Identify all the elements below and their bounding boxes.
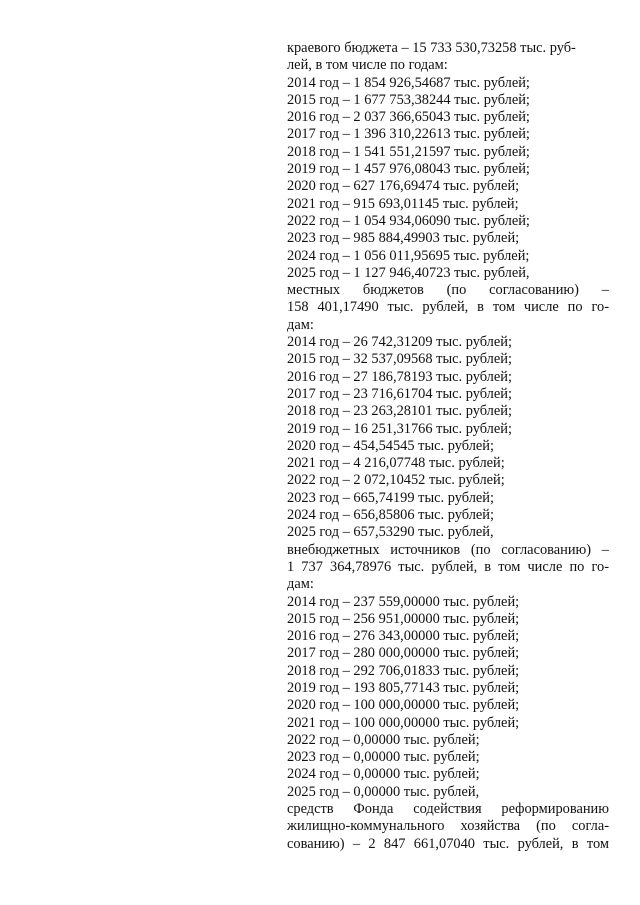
extrabudgetary-year-2021: 2021 год – 100 000,00000 тыс. рублей; xyxy=(287,714,520,731)
local-budgets-year-2025: 2025 год – 657,53290 тыс. рублей, xyxy=(287,524,494,541)
extrabudgetary-year-2024: 2024 год – 0,00000 тыс. рублей; xyxy=(287,766,480,783)
extrabudgetary-heading-line-3: дам: xyxy=(287,576,314,593)
local-budgets-year-2021: 2021 год – 4 216,07748 тыс. рублей; xyxy=(287,455,505,472)
local-budgets-year-2017: 2017 год – 23 716,61704 тыс. рублей; xyxy=(287,385,512,402)
regional-budget-year-2024: 2024 год – 1 056 011,95695 тыс. рублей; xyxy=(287,247,530,264)
extrabudgetary-year-2014: 2014 год – 237 559,00000 тыс. рублей; xyxy=(287,593,520,610)
extrabudgetary-year-2025: 2025 год – 0,00000 тыс. рублей, xyxy=(287,783,480,800)
regional-budget-year-2019: 2019 год – 1 457 976,08043 тыс. рублей; xyxy=(287,161,530,178)
regional-budget-year-2014: 2014 год – 1 854 926,54687 тыс. рублей; xyxy=(287,74,530,91)
local-budgets-year-2014: 2014 год – 26 742,31209 тыс. рублей; xyxy=(287,334,512,351)
regional-budget-year-2023: 2023 год – 985 884,49903 тыс. рублей; xyxy=(287,230,520,247)
extrabudgetary-year-2018: 2018 год – 292 706,01833 тыс. рублей; xyxy=(287,662,520,679)
document-text xyxy=(287,40,609,853)
regional-budget-year-2020: 2020 год – 627 176,69474 тыс. рублей; xyxy=(287,178,520,195)
fund-line-3: сованию) – 2 847 661,07040 тыс. рублей, в том xyxy=(287,835,609,852)
extrabudgetary-year-2023: 2023 год – 0,00000 тыс. рублей; xyxy=(287,749,480,766)
extrabudgetary-heading-line-1: внебюджетных источников (по согласованию) – xyxy=(287,541,609,558)
regional-budget-year-2015: 2015 год – 1 677 753,38244 тыс. рублей; xyxy=(287,91,530,108)
extrabudgetary-year-2016: 2016 год – 276 343,00000 тыс. рублей; xyxy=(287,628,520,645)
local-budgets-year-2022: 2022 год – 2 072,10452 тыс. рублей; xyxy=(287,472,505,489)
fund-line-2: жилищно-коммунального хозяйства (по согла- xyxy=(287,818,609,835)
extrabudgetary-year-2015: 2015 год – 256 951,00000 тыс. рублей; xyxy=(287,610,520,627)
fund-line-1: средств Фонда содействия реформированию xyxy=(287,801,609,818)
extrabudgetary-heading-line-2: 1 737 364,78976 тыс. рублей, в том числе по го- xyxy=(287,558,609,575)
regional-budget-heading-line-2: лей, в том числе по годам: xyxy=(287,57,448,74)
local-budgets-year-2023: 2023 год – 665,74199 тыс. рублей; xyxy=(287,489,494,506)
extrabudgetary-year-2020: 2020 год – 100 000,00000 тыс. рублей; xyxy=(287,697,520,714)
regional-budget-year-2017: 2017 год – 1 396 310,22613 тыс. рублей; xyxy=(287,126,530,143)
local-budgets-heading-line-1: местных бюджетов (по согласованию) – xyxy=(287,282,609,299)
regional-budget-year-2016: 2016 год – 2 037 366,65043 тыс. рублей; xyxy=(287,109,530,126)
local-budgets-heading-line-3: дам: xyxy=(287,316,314,333)
regional-budget-year-2021: 2021 год – 915 693,01145 тыс. рублей; xyxy=(287,195,519,212)
local-budgets-year-2018: 2018 год – 23 263,28101 тыс. рублей; xyxy=(287,403,512,420)
local-budgets-year-2020: 2020 год – 454,54545 тыс. рублей; xyxy=(287,437,494,454)
regional-budget-heading-line-1: краевого бюджета – 15 733 530,73258 тыс. руб- xyxy=(287,40,576,56)
extrabudgetary-year-2019: 2019 год – 193 805,77143 тыс. рублей; xyxy=(287,679,520,696)
regional-budget-year-2022: 2022 год – 1 054 934,06090 тыс. рублей; xyxy=(287,212,530,229)
local-budgets-year-2016: 2016 год – 27 186,78193 тыс. рублей; xyxy=(287,368,512,385)
extrabudgetary-year-2022: 2022 год – 0,00000 тыс. рублей; xyxy=(287,731,480,748)
local-budgets-year-2015: 2015 год – 32 537,09568 тыс. рублей; xyxy=(287,351,512,368)
local-budgets-year-2024: 2024 год – 656,85806 тыс. рублей; xyxy=(287,507,494,524)
regional-budget-year-2025: 2025 год – 1 127 946,40723 тыс. рублей, xyxy=(287,264,530,281)
local-budgets-year-2019: 2019 год – 16 251,31766 тыс. рублей; xyxy=(287,420,512,437)
regional-budget-year-2018: 2018 год – 1 541 551,21597 тыс. рублей; xyxy=(287,143,530,160)
local-budgets-heading-line-2: 158 401,17490 тыс. рублей, в том числе по го- xyxy=(287,299,609,316)
extrabudgetary-year-2017: 2017 год – 280 000,00000 тыс. рублей; xyxy=(287,645,520,662)
